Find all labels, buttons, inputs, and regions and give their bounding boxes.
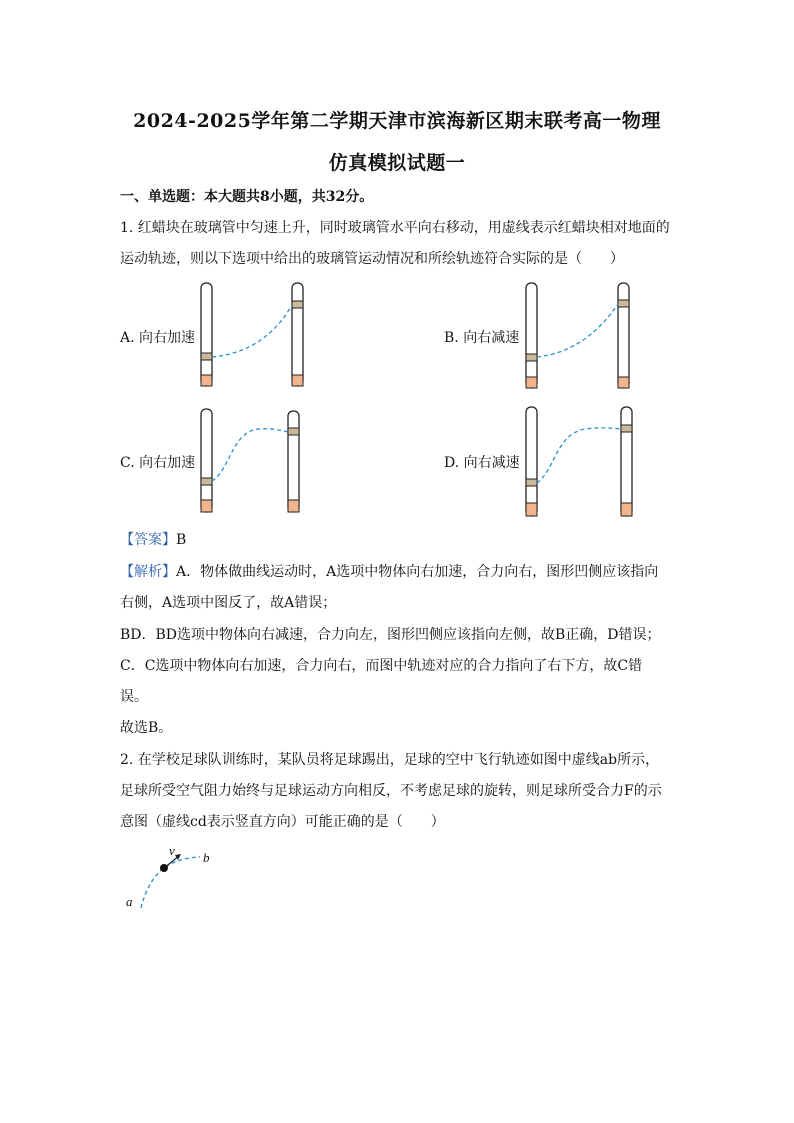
wax-block-left	[201, 478, 212, 485]
q1-analysis-line4: C．C选项中物体向右加速，合力向右，而图中轨迹对应的合力指向了右下方，故C错	[120, 658, 643, 674]
analysis-text-1: A．物体做曲线运动时，A选项中物体向右加速，合力向右，图形凹侧应该指向	[176, 564, 659, 580]
stopper-right	[292, 375, 303, 386]
stopper-left	[526, 377, 537, 388]
glass-tube-left	[526, 407, 537, 516]
q1-stem-line1: 1. 红蜡块在玻璃管中匀速上升，同时玻璃管水平向右移动，用虚线表示红蜡块相对地面的	[120, 220, 670, 236]
wax-block-right	[288, 428, 299, 435]
trajectory-curve	[537, 304, 618, 357]
q2-stem-line2: 足球所受空气阻力始终与足球运动方向相反，不考虑足球的旋转，则足球所受合力F的示	[120, 783, 662, 799]
trajectory-curve	[212, 305, 292, 357]
wax-block-left	[526, 354, 537, 361]
glass-tube-right	[288, 411, 299, 512]
wax-block-right	[618, 300, 629, 307]
q1-option-d-label: D. 向右减速	[444, 455, 520, 471]
q1-answer	[120, 529, 186, 549]
stopper-right	[288, 500, 299, 512]
glass-tube-right	[621, 407, 632, 516]
analysis-tag: 【解析】	[120, 564, 176, 580]
trajectory-curve	[212, 429, 288, 481]
answer-value: B	[176, 532, 187, 548]
q1-figure-a	[201, 283, 303, 386]
q2-stem-line1: 2. 在学校足球队训练时，某队员将足球踢出，足球的空中飞行轨迹如图中虚线ab所示，	[120, 752, 660, 768]
wax-block-right	[292, 301, 303, 308]
glass-tube-right	[618, 283, 629, 388]
glass-tube-right	[292, 283, 303, 386]
document-title-line1: 2024-2025学年第二学期天津市滨海新区期末联考高一物理	[133, 110, 661, 132]
label-v: v	[169, 843, 175, 858]
q1-figure-d	[526, 407, 632, 516]
stopper-left	[201, 500, 212, 512]
label-a: a	[126, 894, 133, 909]
stopper-left	[526, 503, 537, 516]
glass-tube-left	[201, 283, 212, 386]
q1-option-b-label: B. 向右减速	[444, 330, 520, 346]
glass-tube-left	[201, 409, 212, 512]
section-heading: 一、单选题：本大题共8小题，共32分。	[120, 189, 374, 205]
wax-block-left	[201, 353, 212, 360]
q2-figure	[126, 843, 210, 909]
q1-figure-c	[201, 409, 299, 512]
q1-analysis-line2: 右侧，A选项中图反了，故A错误；	[120, 595, 337, 611]
q1-option-c-label: C. 向右加速	[120, 455, 196, 471]
wax-block-left	[526, 479, 537, 486]
stopper-right	[621, 503, 632, 516]
trajectory-curve	[537, 428, 621, 483]
glass-tube-left	[526, 283, 537, 388]
q1-stem-line2: 运动轨迹，则以下选项中给出的玻璃管运动情况和所绘轨迹符合实际的是（ ）	[120, 251, 624, 267]
document-title-line2: 仿真模拟试题一	[328, 152, 466, 174]
q1-figure-b	[526, 283, 629, 388]
q1-analysis-line5: 误。	[120, 689, 148, 705]
stopper-right	[618, 377, 629, 388]
trajectory-ab	[141, 857, 200, 908]
wax-block-right	[621, 425, 632, 432]
q2-stem-line3: 意图（虚线cd表示竖直方向）可能正确的是（ ）	[120, 814, 445, 830]
q1-conclusion: 故选B。	[120, 720, 173, 736]
q1-analysis-line3: BD．BD选项中物体向右减速，合力向左，图形凹侧应该指向左侧，故B正确，D错误；	[120, 627, 661, 643]
q1-analysis-line1	[120, 561, 658, 581]
q1-option-a-label: A. 向右加速	[120, 330, 196, 346]
stopper-left	[201, 375, 212, 386]
answer-tag: 【答案】	[120, 532, 176, 548]
label-b: b	[203, 850, 210, 865]
football-dot	[160, 864, 168, 872]
